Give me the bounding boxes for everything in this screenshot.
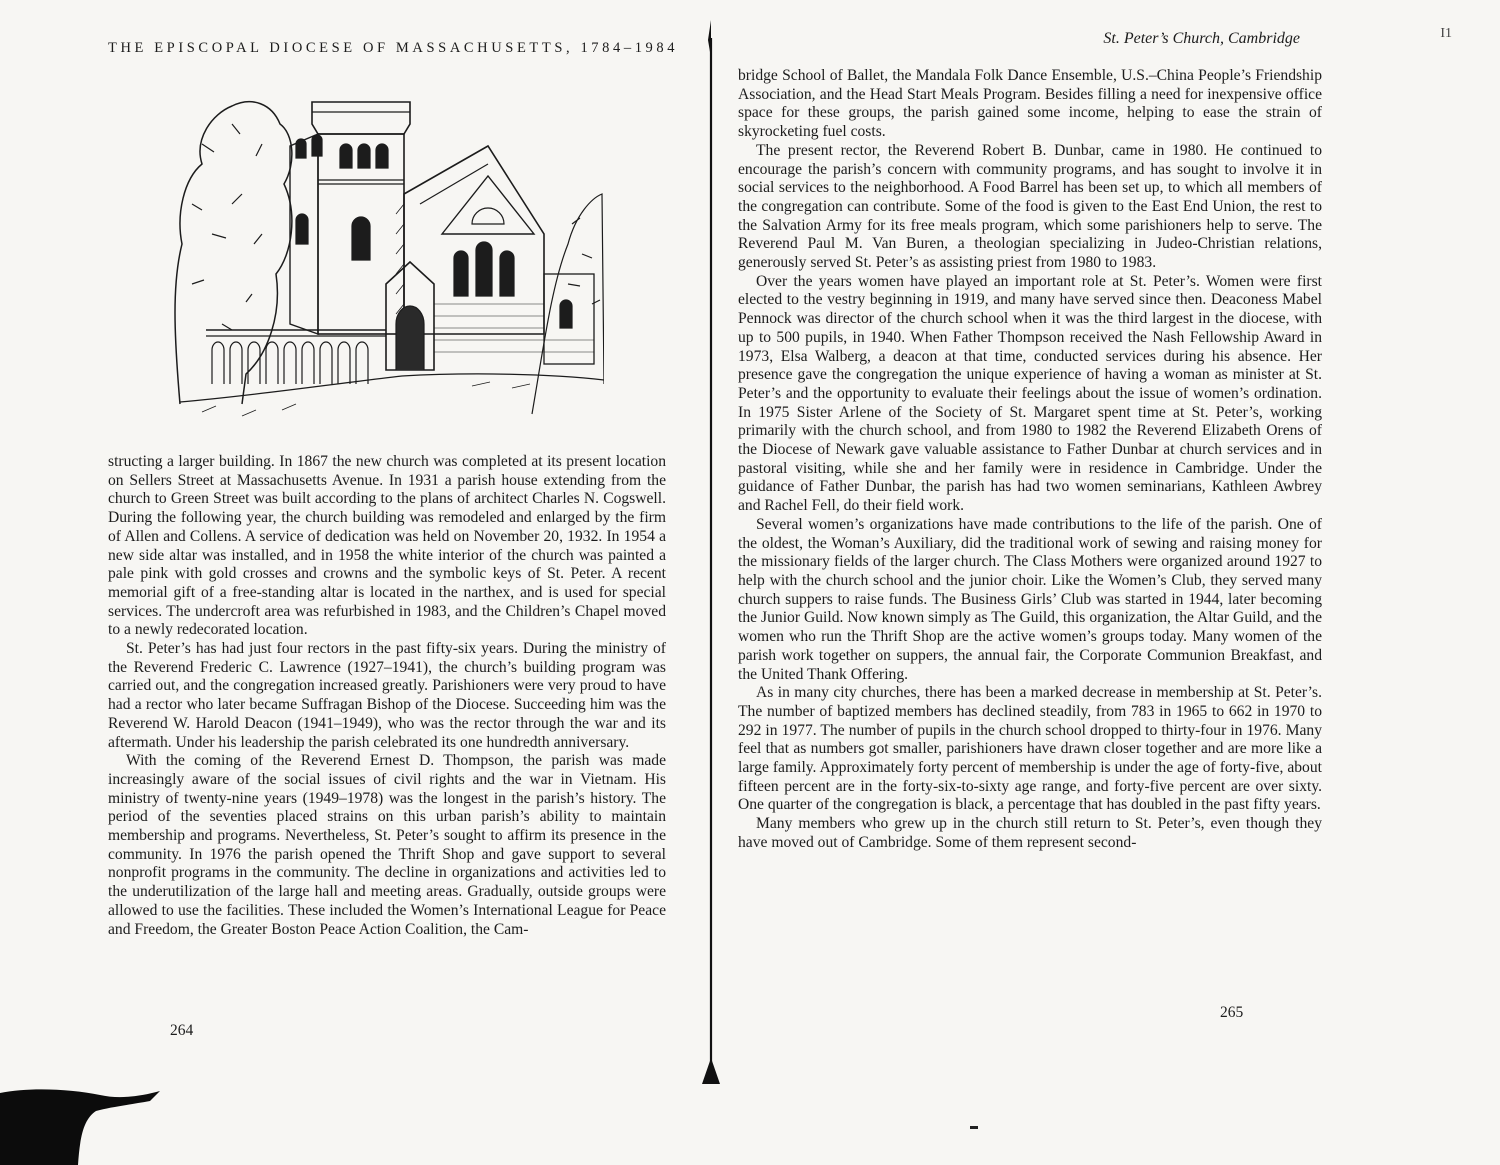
paragraph: bridge School of Ballet, the Mandala Folk Dance Ensemble, U.S.–China People’s Friendship Association, and the Head Start Meals Program. Besides filling a need for inexpensive office space for these groups, the parish gained some income, helping to ease the strain of skyrocketing fuel costs. [738,67,1322,141]
paragraph: Many members who grew up in the church still return to St. Peter’s, even though they have moved out of Cambridge. Some of them represent second- [738,815,1322,851]
church-engraving-icon [172,84,604,424]
ink-blot-icon [0,1085,170,1165]
right-page [716,0,1500,1165]
paragraph: Over the years women have played an important role at St. Peter’s. Women were first elected to the vestry beginning in 1919, and many have served since then. Deaconess Mabel Pennock was director of the church school when it was the third largest in the diocese, with up to 500 pupils, in 1940. When Father Thompson received the Nash Fellowship Award in 1973, Elsa Walberg, a deacon at that time, conducted services during his absence. Her presence gave the congregation the unique experience of having a woman as minister at St. Peter’s and the opportunity to evaluate their feelings about the issue of women’s ordination. In 1975 Sister Arlene of the Society of St. Margaret spent time at St. Peter’s, working primarily with the church school, and from 1980 to 1982 the Reverend Elizabeth Orens of the Diocese of Newark gave valuable assistance to Father Dunbar at church services and in pastoral visiting, while she and her family were in residence in Cambridge. Under the guidance of Father Dunbar, the parish has had two women seminarians, Kathleen Awbrey and Rachel Fell, do their field work. [738,272,1322,515]
paragraph: The present rector, the Reverend Robert B. Dunbar, came in 1980. He continued to encourage the parish’s concern with community programs, and has sought to involve it in social services to the neighborhood. A Food Barrel has been set up, to which all members of the congregation can contribute. Some of the food is given to the East End Union, the rest to the Salvation Army for its free meals program, which some parishioners help to serve. The Reverend Paul M. Van Buren, a theologian specializing in Judeo-Christian relations, generously served St. Peter’s as assisting priest from 1980 to 1983. [738,141,1322,272]
page-number: 265 [1220,1004,1244,1021]
paragraph: Several women’s organizations have made contributions to the life of the parish. One of the oldest, the Woman’s Auxiliary, did the traditional work of sewing and raising money for the missionary fields of the larger church. The Class Mothers were organized around 1927 to help with the church school and the junior choir. Like the Women’s Club, they served many church suppers to raise funds. The Business Girls’ Club was started in 1944, later becoming the Junior Guild. Now known simply as The Guild, this organization, the Altar Guild, and the women who run the Thrift Shop are the active women’s groups today. Many women of the parish work together on suppers, the annual fair, the Corporate Communion Breakfast, and the United Thank Offering. [738,515,1322,683]
paragraph: structing a larger building. In 1867 the new church was completed at its present location on Sellers Street at Massachusetts Avenue. In 1931 a parish house extending from the church to Green Street was built according to the plans of architect Charles N. Cogswell. During the following year, the church building was remodeled and enlarged by the firm of Allen and Collens. A service of dedication was held on November 20, 1932. In 1954 a new side altar was installed, and in 1958 the white interior of the church was painted a pale pink with gold crosses and crowns and the symbolic keys of St. Peter. A recent memorial gift of a free-standing altar is located in the narthex, and is used for special services. The undercroft area was refurbished in 1983, and the Children’s Chapel moved to a newly redecorated location. [108,453,666,639]
paragraph: As in many city churches, there has been a marked decrease in membership at St. Peter’s. The number of baptized members has declined steadily, from 783 in 1965 to 662 in 1970 to 292 in 1977. The number of pupils in the church school dropped to thirty-four in 1976. Many feel that as numbers got smaller, parishioners have drawn closer together and are more like a large family. Approximately forty percent of membership is under the age of forty-five, about fifteen percent are in the forty-six-to-sixty age range, and forty-five percent are over sixty. One quarter of the congregation is black, a percentage that has doubled in the past fifty years. [738,684,1322,814]
scan-mark [970,1126,978,1129]
running-head: St. Peter’s Church, Cambridge [1103,30,1300,47]
paragraph: St. Peter’s has had just four rectors in the past fifty-six years. During the ministry of the Reverend Frederic C. Lawrence (1927–1941), the church’s building program was carried out, and the congregation increased greatly. Parishioners were very proud to have had a rector who later became Suffragan Bishop of the Diocese. Succeeding him was the Reverend W. Harold Deacon (1941–1949), who was the rector through the war and its aftermath. Under his leadership the parish celebrated its one hundredth anniversary. [108,640,666,751]
page-number: 264 [170,1022,194,1039]
corner-mark: I1 [1440,26,1452,41]
left-text-column [108,453,666,939]
running-head: THE EPISCOPAL DIOCESE OF MASSACHUSETTS, 1784–1984 [108,40,679,56]
paragraph: With the coming of the Reverend Ernest D. Thompson, the parish was made increasingly aware of the social issues of civil rights and the war in Vietnam. His ministry of twenty-nine years (1949–1978) was the longest in the parish’s history. The period of the seventies placed strains on this urban parish’s ability to maintain membership and programs. Nevertheless, St. Peter’s sought to affirm its presence in the community. In 1976 the parish opened the Thrift Shop and gave support to several nonprofit programs in the community. The decline in organizations and activities led to the underutilization of the large hall and meeting areas. Gradually, outside groups were allowed to use the facilities. These included the Women’s International League for Peace and Freedom, the Greater Boston Peace Action Coalition, the Cam- [108,752,666,938]
left-page [0,0,708,1165]
right-text-column [738,67,1322,853]
